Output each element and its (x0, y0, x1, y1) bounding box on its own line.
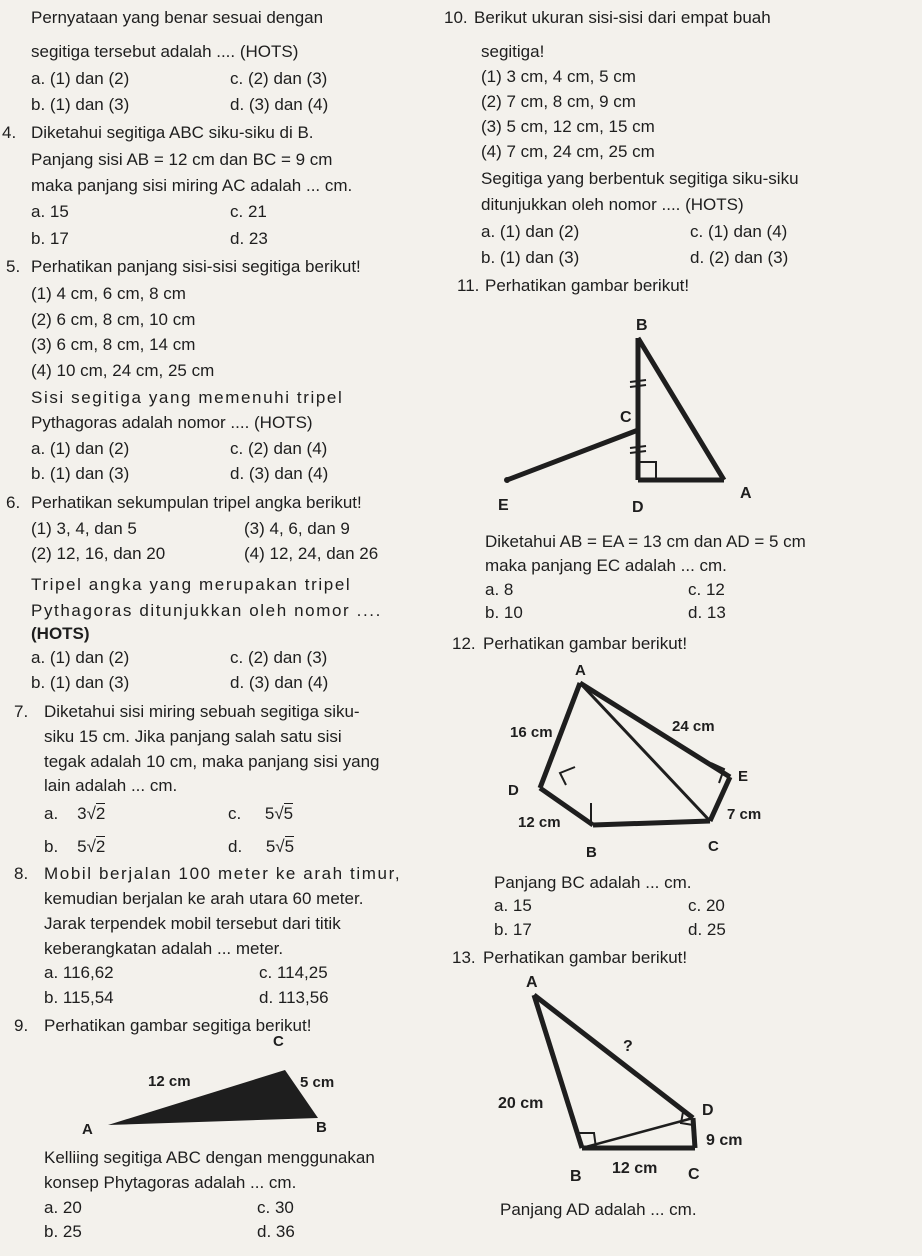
q7-a-root: √ (86, 804, 96, 823)
q6-item-2: (2) 12, 16, dan 20 (31, 544, 166, 563)
q11-label-a: A (740, 485, 752, 502)
q13-after: Panjang AD adalah ... cm. (500, 1200, 697, 1219)
q7-option-b (44, 837, 105, 857)
q10-item-2: (2) 7 cm, 8 cm, 9 cm (481, 92, 636, 111)
q11-point-e (504, 477, 510, 483)
q7-a-radicand: 2 (95, 804, 106, 823)
q13-triangle-figure (490, 965, 770, 1190)
q12-line-bc (593, 821, 710, 825)
q11-tick-cd-1 (630, 446, 646, 448)
q8-option-a: a. 116,62 (44, 963, 114, 982)
q4-option-d: d. 23 (230, 229, 268, 248)
q5-after-line2: Pythagoras adalah nomor .... (HOTS) (31, 413, 313, 432)
q5-number: 5. (6, 257, 21, 276)
q12-label-b: B (586, 844, 597, 861)
q8-number: 8. (14, 864, 29, 883)
q3-option-d: d. (3) dan (4) (230, 95, 329, 114)
q5-after-line1: Sisi segitiga yang memenuhi tripel (31, 388, 344, 407)
q6-after-line2: Pythagoras ditunjukkan oleh nomor .... (31, 601, 382, 620)
q7-a-coef: 3 (77, 804, 87, 823)
q6-item-3: (3) 4, 6, dan 9 (244, 519, 350, 538)
q9-label-ac: 12 cm (148, 1073, 191, 1090)
q11-after-line1: Diketahui AB = EA = 13 cm dan AD = 5 cm (485, 532, 806, 551)
q12-right-angle-d (560, 767, 575, 785)
q7-b-coef: 5 (77, 837, 87, 856)
q8-option-b: b. 115,54 (44, 988, 114, 1007)
q12-label-ae: 24 cm (672, 718, 715, 735)
q7-option-d (228, 837, 294, 857)
q8-stem-line2: kemudian berjalan ke arah utara 60 meter. (44, 889, 364, 908)
q7-b-letter: b. (44, 837, 59, 856)
q12-label-c: C (708, 838, 719, 855)
q12-triangle-figure (480, 655, 780, 865)
q5-option-a: a. (1) dan (2) (31, 439, 130, 458)
q11-option-c: c. 12 (688, 580, 725, 599)
q13-line-da (534, 995, 693, 1118)
q5-option-d: d. (3) dan (4) (230, 464, 329, 483)
q13-label-ab: 20 cm (498, 1095, 544, 1112)
q5-stem: Perhatikan panjang sisi-sisi segitiga berikut! (31, 257, 361, 276)
q7-stem-line1: Diketahui sisi miring sebuah segitiga siku- (44, 702, 360, 721)
q11-option-b: b. 10 (485, 603, 523, 622)
q3-stem-line1: Pernyataan yang benar sesuai dengan (31, 8, 324, 27)
q12-label-ec: 7 cm (727, 806, 762, 823)
q13-number: 13. (452, 948, 476, 967)
q7-d-root: √ (275, 837, 285, 856)
q9-label-c: C (273, 1033, 284, 1050)
q9-label-bc: 5 cm (300, 1074, 335, 1091)
q12-label-e: E (738, 768, 749, 785)
q13-line-cd (693, 1118, 695, 1148)
q9-option-c: c. 30 (257, 1198, 294, 1217)
q11-option-d: d. 13 (688, 603, 726, 622)
q9-option-b: b. 25 (44, 1222, 82, 1241)
q7-number: 7. (14, 702, 29, 721)
q7-stem-line3: tegak adalah 10 cm, maka panjang sisi yang (44, 752, 380, 771)
q13-stem: Perhatikan gambar berikut! (483, 948, 688, 967)
q11-triangle-figure (480, 300, 780, 525)
q11-stem: Perhatikan gambar berikut! (485, 276, 690, 295)
q7-c-letter: c. (228, 804, 242, 823)
q8-stem-line3: Jarak terpendek mobil tersebut dari titik (44, 914, 341, 933)
q6-option-a: a. (1) dan (2) (31, 648, 130, 667)
q7-c-coef: 5 (264, 804, 275, 823)
q11-line-ec (507, 430, 638, 480)
q11-after-line2: maka panjang EC adalah ... cm. (485, 556, 727, 575)
q5-item-4: (4) 10 cm, 24 cm, 25 cm (31, 361, 215, 380)
q11-right-angle-mark (638, 462, 656, 480)
q9-option-a: a. 20 (44, 1198, 82, 1217)
q10-item-4: (4) 7 cm, 24 cm, 25 cm (481, 142, 655, 161)
q4-option-a: a. 15 (31, 202, 69, 221)
q7-d-letter: d. (228, 837, 243, 856)
q13-label-q: ? (623, 1038, 633, 1055)
q9-option-d: d. 36 (257, 1222, 295, 1241)
q5-item-1: (1) 4 cm, 6 cm, 8 cm (31, 284, 186, 303)
q4-option-b: b. 17 (31, 229, 69, 248)
q3-stem-line2: segitiga tersebut adalah .... (HOTS) (31, 42, 299, 61)
q12-label-db: 12 cm (518, 814, 561, 831)
q13-label-bc: 12 cm (612, 1160, 658, 1177)
q11-line-ba (638, 338, 724, 480)
q12-stem: Perhatikan gambar berikut! (483, 634, 688, 653)
q8-stem-line4: keberangkatan adalah ... meter. (44, 939, 284, 958)
q5-item-2: (2) 6 cm, 8 cm, 10 cm (31, 310, 196, 329)
q9-triangle-shape (108, 1070, 318, 1125)
q11-tick-cd-2 (630, 451, 646, 453)
q6-after-line3: (HOTS) (31, 624, 90, 643)
q3-option-a: a. (1) dan (2) (31, 69, 130, 88)
q12-number: 12. (452, 634, 476, 653)
q7-c-root: √ (274, 804, 284, 823)
q7-d-radicand: 5 (284, 837, 295, 856)
q11-option-a: a. 8 (485, 580, 514, 599)
q6-number: 6. (6, 493, 21, 512)
q4-stem-line2: Panjang sisi AB = 12 cm dan BC = 9 cm (31, 150, 333, 169)
q6-item-4: (4) 12, 24, dan 26 (244, 544, 379, 563)
q8-option-c: c. 114,25 (259, 963, 328, 982)
q13-label-c: C (688, 1166, 700, 1183)
q7-b-root: √ (86, 837, 96, 856)
q6-stem: Perhatikan sekumpulan tripel angka berikut! (31, 493, 362, 512)
q13-label-b: B (570, 1168, 582, 1185)
q4-option-c: c. 21 (230, 202, 267, 221)
q12-after: Panjang BC adalah ... cm. (494, 873, 692, 892)
q8-stem-line1: Mobil berjalan 100 meter ke arah timur, (44, 864, 402, 883)
q11-tick-bc-1 (630, 380, 646, 382)
q11-label-b: B (636, 317, 648, 334)
q7-b-radicand: 2 (95, 837, 106, 856)
q13-label-dc: 9 cm (706, 1132, 743, 1149)
q11-number: 11. (457, 276, 480, 295)
q9-after-line1: Kelliing segitiga ABC dengan menggunakan (44, 1148, 375, 1167)
q11-label-d: D (632, 499, 644, 516)
q9-after-line2: konsep Phytagoras adalah ... cm. (44, 1173, 297, 1192)
q7-option-a (44, 804, 105, 824)
q10-option-c: c. (1) dan (4) (690, 222, 788, 241)
q11-label-c: C (620, 409, 632, 426)
q12-option-c: c. 20 (688, 896, 725, 915)
q12-label-a: A (575, 662, 586, 679)
q7-option-c (228, 804, 293, 824)
q10-stem-line2: segitiga! (481, 42, 545, 61)
q7-stem-line2: siku 15 cm. Jika panjang salah satu sisi (44, 727, 342, 746)
q7-stem-line4: lain adalah ... cm. (44, 776, 178, 795)
q7-c-radicand: 5 (283, 804, 294, 823)
q10-stem-line1: Berikut ukuran sisi-sisi dari empat buah (474, 8, 771, 27)
q12-option-a: a. 15 (494, 896, 532, 915)
q13-label-d: D (702, 1102, 714, 1119)
q13-label-a: A (526, 974, 538, 991)
q9-label-a: A (82, 1121, 93, 1138)
q9-label-b: B (316, 1119, 327, 1136)
q10-after-line2: ditunjukkan oleh nomor .... (HOTS) (481, 195, 744, 214)
q13-line-ab (534, 995, 582, 1148)
q12-option-b: b. 17 (494, 920, 532, 939)
q3-option-c: c. (2) dan (3) (230, 69, 328, 88)
q12-label-ad: 16 cm (510, 724, 553, 741)
q6-option-c: c. (2) dan (3) (230, 648, 328, 667)
q7-d-coef: 5 (265, 837, 276, 856)
q6-item-1: (1) 3, 4, dan 5 (31, 519, 137, 538)
q10-item-3: (3) 5 cm, 12 cm, 15 cm (481, 117, 655, 136)
q4-number: 4. (2, 123, 17, 142)
q10-item-1: (1) 3 cm, 4 cm, 5 cm (481, 67, 636, 86)
q5-item-3: (3) 6 cm, 8 cm, 14 cm (31, 335, 196, 354)
q10-option-b: b. (1) dan (3) (481, 248, 580, 267)
q10-number: 10. (444, 8, 468, 27)
q9-triangle-figure (70, 1030, 370, 1140)
q9-stem: Perhatikan gambar segitiga berikut! (44, 1016, 312, 1035)
q12-option-d: d. 25 (688, 920, 726, 939)
q6-after-line1: Tripel angka yang merupakan tripel (31, 575, 352, 594)
q10-option-d: d. (2) dan (3) (690, 248, 789, 267)
q4-stem-line3: maka panjang sisi miring AC adalah ... cm. (31, 176, 353, 195)
q11-label-e: E (498, 497, 509, 514)
q8-option-d: d. 113,56 (259, 988, 329, 1007)
q7-a-letter: a. (44, 804, 59, 823)
q3-option-b: b. (1) dan (3) (31, 95, 130, 114)
q10-option-a: a. (1) dan (2) (481, 222, 580, 241)
q11-tick-bc-2 (630, 385, 646, 387)
q6-option-d: d. (3) dan (4) (230, 673, 329, 692)
q13-line-bd (582, 1118, 693, 1148)
q4-stem-line1: Diketahui segitiga ABC siku-siku di B. (31, 123, 314, 142)
q5-option-b: b. (1) dan (3) (31, 464, 130, 483)
q6-option-b: b. (1) dan (3) (31, 673, 130, 692)
q5-option-c: c. (2) dan (4) (230, 439, 328, 458)
q9-number: 9. (14, 1016, 29, 1035)
q12-label-d: D (508, 782, 519, 799)
q10-after-line1: Segitiga yang berbentuk segitiga siku-siku (481, 169, 799, 188)
